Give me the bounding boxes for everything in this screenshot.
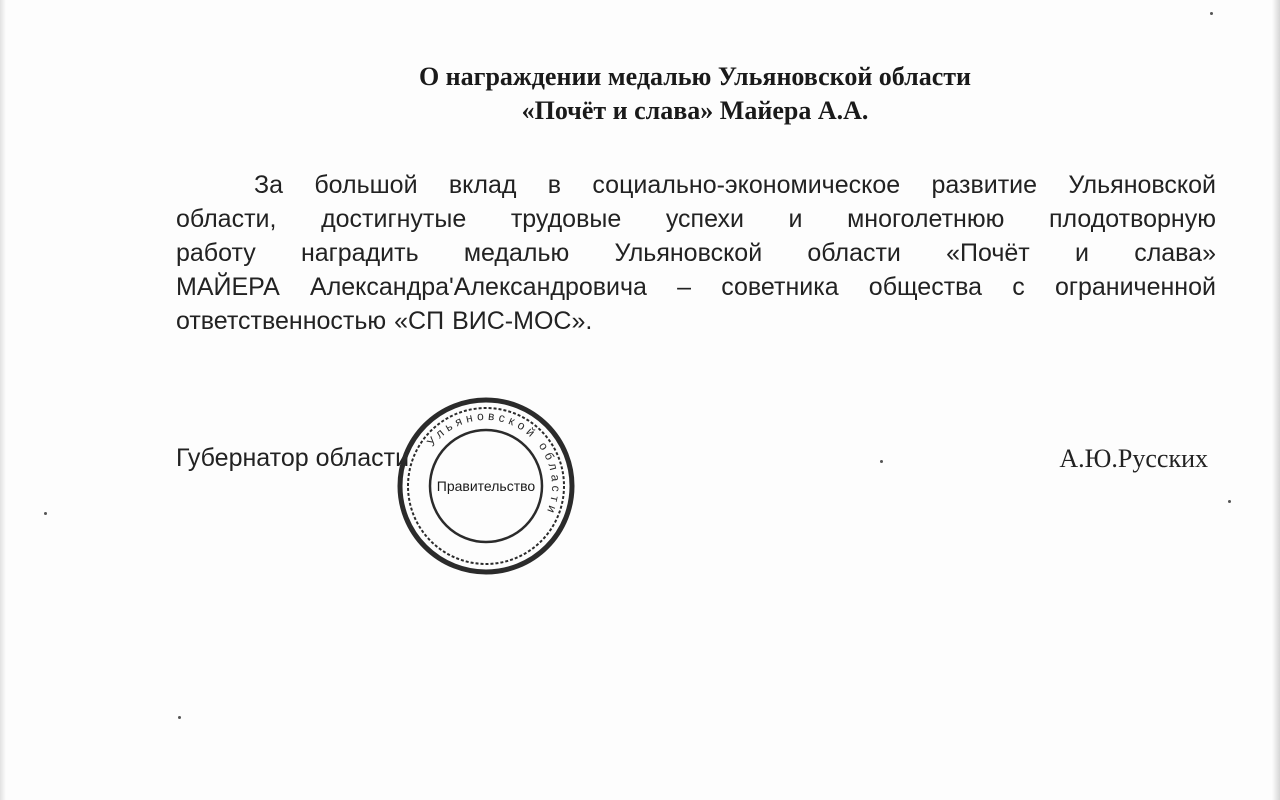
body-word: в [547,171,562,199]
body-word: и [788,205,803,233]
body-line-3 [176,236,1216,270]
body-word: большой [314,171,418,199]
body-word: трудовые [510,205,622,233]
body-word: Ульяновской [614,239,763,267]
body-word: наградить [300,239,419,267]
body-word: области, [176,205,277,233]
body-word: плодотворную [1048,205,1216,233]
body-word: ответственностью [176,307,387,335]
body-word: медалью [463,239,570,267]
body-word: За [254,171,284,199]
seal-ring-text: Ульяновской области [424,408,564,519]
page-left-edge [0,0,6,800]
signatory-name: А.Ю.Русских [1059,444,1208,473]
body-word: Ульяновской [1068,171,1216,199]
body-line-1 [176,168,1216,202]
scan-speck [1228,500,1231,503]
scan-speck [880,460,883,463]
body-word: многолетнюю [847,205,1005,233]
body-word: успехи [665,205,744,233]
body-word: – [677,273,692,301]
body-word: слава» [1134,239,1216,267]
body-word: вклад [448,171,517,199]
scan-speck [178,716,181,719]
body-word: АлександраʹАлександровича [310,273,647,301]
body-word: ограниченной [1054,273,1216,301]
body-word: ВИС-МОС». [452,307,593,335]
body-word: общества [868,273,983,301]
document-body [176,168,1216,338]
body-word: советника [721,273,839,301]
body-word: области [807,239,901,267]
title-line-1: О награждении медалью Ульяновской области [418,62,972,91]
body-word: «СП [394,307,445,335]
body-word: социально-экономическое [592,171,901,199]
body-word: работу [176,239,256,267]
body-line-2 [176,202,1216,236]
official-seal-stamp [396,396,576,576]
body-word: и [1074,239,1089,267]
body-word: развитие [931,171,1038,199]
body-word: «Почёт [946,239,1030,267]
title-line-2: «Почёт и слава» Майера А.А. [521,96,869,125]
body-line-5 [176,304,1216,338]
signature-title: Губернатор области [176,444,410,472]
body-word: достигнутые [321,205,467,233]
body-word: с [1012,273,1025,301]
body-line-4 [176,270,1216,304]
seal-center-text: Правительство [436,478,536,494]
page-right-edge [1272,0,1280,800]
body-word: МАЙЕРА [176,273,280,301]
document-title [300,60,1090,128]
scan-speck [44,512,47,515]
scan-speck [1210,12,1213,15]
